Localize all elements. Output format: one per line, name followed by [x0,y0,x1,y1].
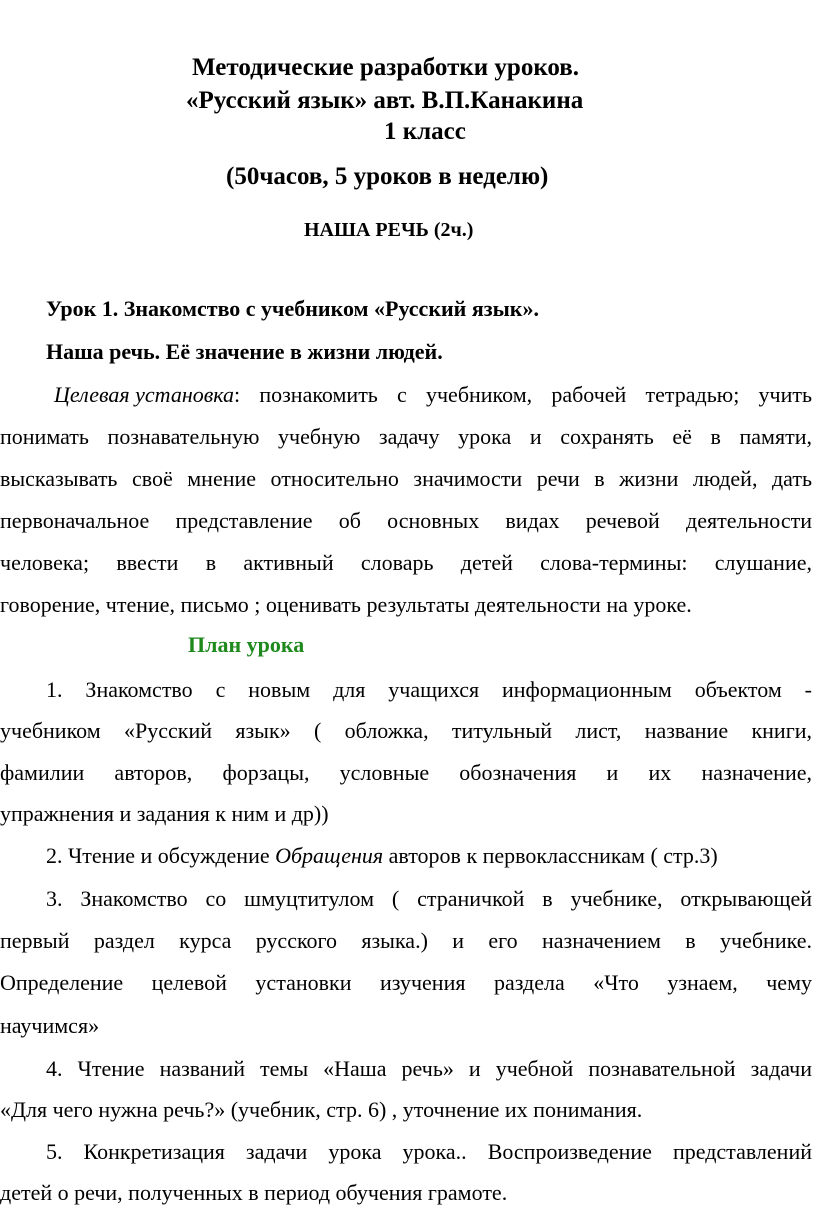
doc-title-line3: 1 класс [384,118,466,145]
plan-item2-pre: 2. Чтение и обсуждение [46,843,276,868]
plan-item1-line1: учебником «Русский язык» ( обложка, титульный лист, название книги, [0,718,812,743]
goal-line-1: понимать познавательную учебную задачу урока и сохранять её в памяти, [0,424,812,449]
plan-item4-line0: 4. Чтение названий темы «Наша речь» и учебной познавательной задачи [46,1056,812,1081]
plan-item3-line2: Определение целевой установки изучения раздела «Что узнаем, чему [0,970,812,995]
goal-line-0 [54,382,812,408]
plan-item3-line0: 3. Знакомство со шмуцтитулом ( страничкой в учебнике, открывающей [46,886,812,911]
plan-item1-line2: фамилии авторов, форзацы, условные обозначения и их назначение, [0,760,812,785]
plan-item3-line1: первый раздел курса русского языка.) и его назначением в учебнике. [0,928,812,953]
plan-item5-line0: 5. Конкретизация задачи урока урока.. Воспроизведение представлений [46,1139,812,1164]
plan-item4-line1: «Для чего нужна речь?» (учебник, стр. 6) , уточнение их понимания. [0,1097,643,1122]
plan-item1-line0: 1. Знакомство с новым для учащихся информационным объектом - [46,677,812,702]
plan-item2-post: авторов к первоклассникам ( стр.3) [383,843,718,868]
doc-title-line2: «Русский язык» авт. В.П.Канакина [186,87,584,114]
lesson-title-2: Наша речь. Её значение в жизни людей. [46,339,443,364]
plan-item3-line3: научимся» [0,1013,100,1038]
plan-item2-ital: Обращения [275,843,384,868]
goal-line-2: высказывать своё мнение относительно значимости речи в жизни людей, дать [0,466,812,491]
goal-line-5: говорение, чтение, письмо ; оценивать результаты деятельности на уроке. [0,592,692,617]
lesson-title-1: Урок 1. Знакомство с учебником «Русский язык». [46,296,539,321]
goal-line-4: человека; ввести в активный словарь детей слова-термины: слушание, [0,550,812,575]
goal-line-3: первоначальное представление об основных видах речевой деятельности [0,508,812,533]
doc-title-line1: Методические разработки уроков. [192,54,580,81]
plan-item2 [46,843,718,869]
doc-title-line4: (50часов, 5 уроков в неделю) [226,163,549,190]
section-heading: НАША РЕЧЬ (2ч.) [304,219,474,241]
goal-text-0: : познакомить с учебником, рабочей тетрадью; учить [234,382,812,407]
plan-item5-line1: детей о речи, полученных в период обучения грамоте. [0,1180,508,1205]
plan-item1-line3: упражнения и задания к ним и др)) [0,801,329,826]
goal-label: Целевая установка [54,382,235,407]
plan-heading: План урока [188,632,305,657]
